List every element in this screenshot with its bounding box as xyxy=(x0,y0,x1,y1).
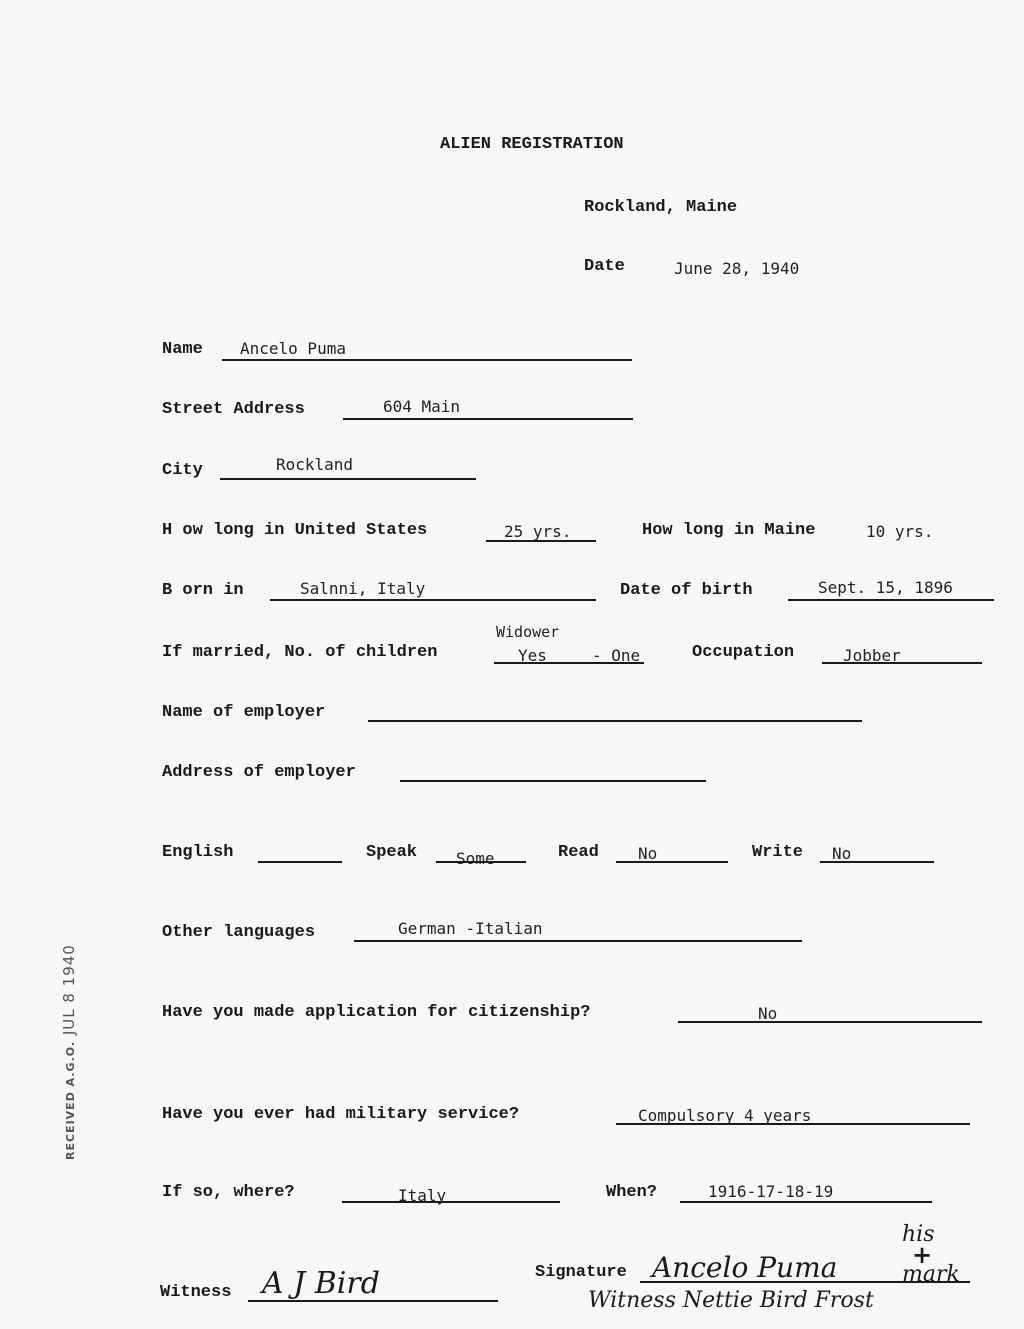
mark-cross: + xyxy=(912,1240,933,1269)
us-duration-line xyxy=(486,540,596,542)
received-stamp-label: RECEIVED A.G.O. xyxy=(64,1040,77,1160)
birthplace-value: Salnni, Italy xyxy=(300,579,426,598)
speak-label: Speak xyxy=(366,843,418,862)
where-label: If so, where? xyxy=(162,1183,295,1202)
when-line xyxy=(680,1201,932,1203)
other-languages-line xyxy=(354,940,802,942)
form-title: ALIEN REGISTRATION xyxy=(440,135,624,154)
when-label: When? xyxy=(606,1183,658,1202)
maine-duration-label: How long in Maine xyxy=(642,521,816,540)
witness-label: Witness xyxy=(160,1283,232,1302)
military-line xyxy=(616,1123,970,1125)
children-value: - One xyxy=(592,646,641,665)
signature-value: Ancelo Puma xyxy=(652,1251,838,1284)
us-duration-label: H ow long in United States xyxy=(162,521,428,540)
mark-his: his xyxy=(902,1222,935,1247)
married-value: Yes xyxy=(518,646,547,665)
signature-label: Signature xyxy=(535,1263,627,1282)
occupation-line xyxy=(822,662,982,664)
street-value: 604 Main xyxy=(383,397,461,416)
occupation-value: Jobber xyxy=(843,646,901,665)
name-value: Ancelo Puma xyxy=(240,339,346,358)
name-line xyxy=(222,359,632,361)
speak-line xyxy=(436,861,526,863)
where-value: Italy xyxy=(398,1186,447,1205)
citizenship-line xyxy=(678,1021,982,1023)
write-value: No xyxy=(832,844,852,863)
english-label: English xyxy=(162,843,234,862)
married-line xyxy=(494,662,644,664)
street-label: Street Address xyxy=(162,400,305,419)
maine-duration-value: 10 yrs. xyxy=(866,522,934,541)
place-heading: Rockland, Maine xyxy=(584,198,738,217)
when-value: 1916-17-18-19 xyxy=(708,1182,834,1201)
name-label: Name xyxy=(162,340,203,359)
city-line xyxy=(220,478,476,480)
received-stamp-date: JUL 8 1940 xyxy=(60,944,78,1036)
write-line xyxy=(820,861,934,863)
read-value: No xyxy=(638,844,658,863)
employer-address-line xyxy=(400,780,706,782)
date-value: June 28, 1940 xyxy=(674,259,800,278)
date-label: Date xyxy=(584,257,625,276)
citizenship-label: Have you made application for citizenship? xyxy=(162,1003,591,1022)
english-line xyxy=(258,861,342,863)
witness-signature: A J Bird xyxy=(262,1266,380,1301)
employer-address-label: Address of employer xyxy=(162,763,356,782)
us-duration-value: 25 yrs. xyxy=(504,522,572,541)
second-witness-signature: Witness Nettie Bird Frost xyxy=(588,1288,874,1313)
military-value: Compulsory 4 years xyxy=(638,1106,812,1125)
dob-label: Date of birth xyxy=(620,581,753,600)
citizenship-value: No xyxy=(758,1004,778,1023)
street-line xyxy=(343,418,633,420)
married-label: If married, No. of children xyxy=(162,643,438,662)
widower-note: Widower xyxy=(496,623,560,641)
employer-line xyxy=(368,720,862,722)
employer-label: Name of employer xyxy=(162,703,326,722)
received-stamp xyxy=(60,944,78,1160)
dob-value: Sept. 15, 1896 xyxy=(818,578,953,597)
other-languages-label: Other languages xyxy=(162,923,316,942)
witness-line xyxy=(248,1300,498,1302)
birthplace-label: B orn in xyxy=(162,581,244,600)
read-label: Read xyxy=(558,843,599,862)
where-line xyxy=(342,1201,560,1203)
speak-value: Some xyxy=(456,849,495,868)
mark-word: mark xyxy=(902,1262,960,1287)
other-languages-value: German -Italian xyxy=(398,919,543,938)
military-label: Have you ever had military service? xyxy=(162,1105,520,1124)
city-label: City xyxy=(162,461,203,480)
dob-line xyxy=(788,599,994,601)
read-line xyxy=(616,861,728,863)
birthplace-line xyxy=(270,599,596,601)
write-label: Write xyxy=(752,843,804,862)
occupation-label: Occupation xyxy=(692,643,795,662)
city-value: Rockland xyxy=(276,455,354,474)
